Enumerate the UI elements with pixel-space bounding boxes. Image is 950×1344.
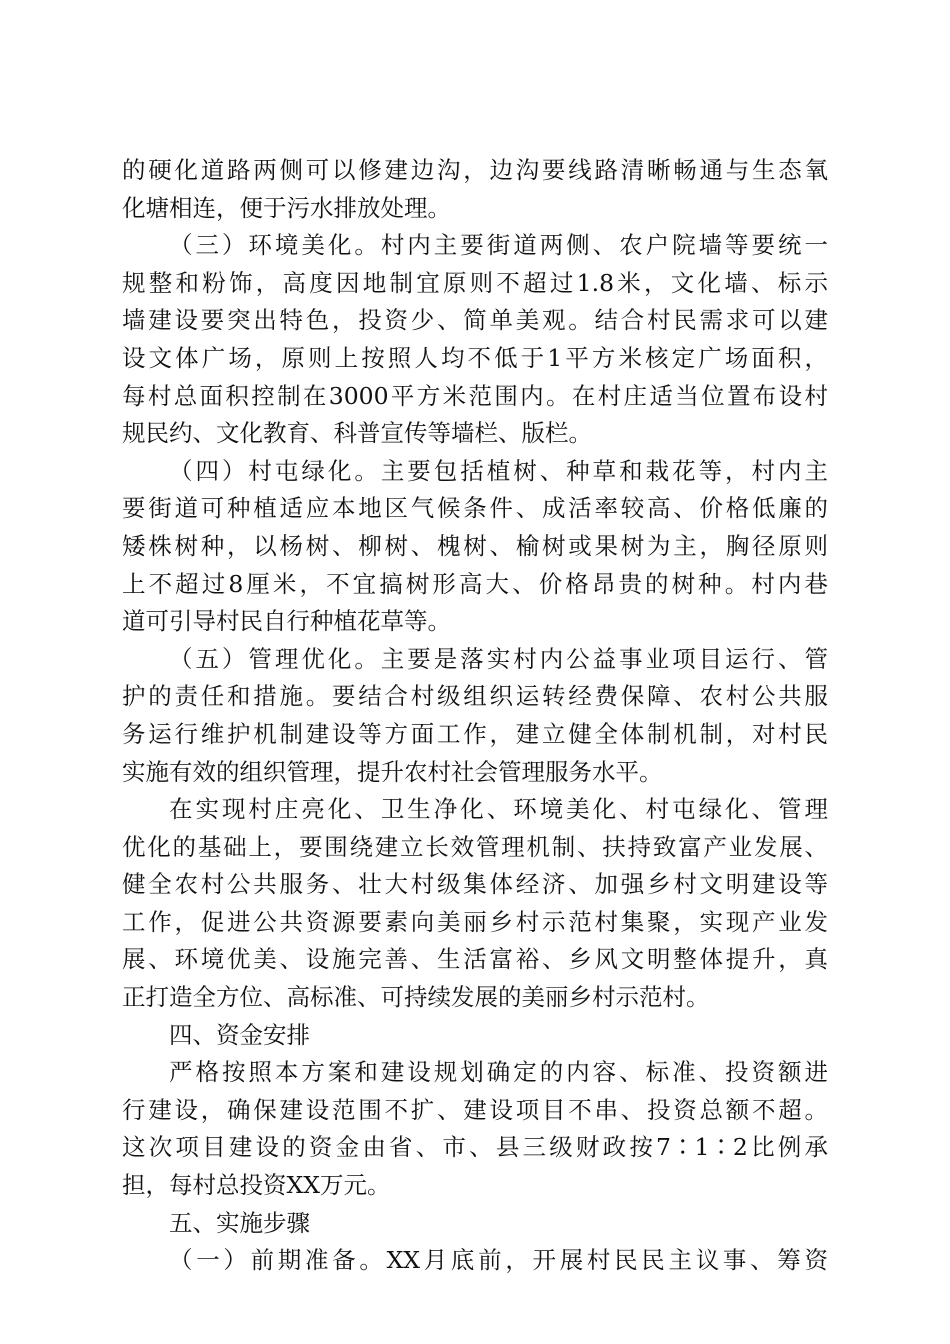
document-page [122, 152, 828, 1280]
section-heading-steps: 五、实施步骤 [169, 1208, 310, 1237]
paragraph-line: 的硬化道路两侧可以修建边沟，边沟要线路清晰畅通与生态氧 [122, 156, 828, 184]
paragraph-line: 道可引导村民自行种植花草等。 [122, 607, 451, 636]
paragraph-line: 这次项目建设的资金由省、市、县三级财政按7∶1∶2比例承 [122, 1133, 828, 1162]
paragraph-line: 行建设，确保建设范围不扩、建设项目不串、投资总额不超。 [122, 1095, 828, 1124]
paragraph-line: （三）环境美化。村内主要街道两侧、农户院墙等要统一 [169, 231, 828, 260]
paragraph-line: 实施有效的组织管理，提升农村社会管理服务水平。 [122, 757, 663, 786]
paragraph-line: （五）管理优化。主要是落实村内公益事业项目运行、管 [169, 644, 828, 673]
paragraph-line: 健全农村公共服务、壮大村级集体经济、加强乡村文明建设等 [122, 870, 828, 899]
paragraph-line: 规民约、文化教育、科普宣传等墙栏、版栏。 [122, 419, 592, 448]
paragraph-line: 担，每村总投资XX万元。 [122, 1171, 391, 1200]
paragraph-line: 上不超过8厘米，不宜搞树形高大、价格昂贵的树种。村内巷 [122, 569, 828, 598]
paragraph-line: （四）村屯绿化。主要包括植树、种草和栽花等，村内主 [169, 456, 828, 485]
paragraph-line: 正打造全方位、高标准、可持续发展的美丽乡村示范村。 [122, 983, 710, 1012]
paragraph-line: （一）前期准备。XX月底前，开展村民民主议事、筹资 [169, 1246, 828, 1275]
paragraph-line: 工作，促进公共资源要素向美丽乡村示范村集聚，实现产业发 [122, 907, 828, 936]
paragraph-line: 在实现村庄亮化、卫生净化、环境美化、村屯绿化、管理 [169, 795, 828, 824]
paragraph-line: 墙建设要突出特色，投资少、简单美观。结合村民需求可以建 [122, 306, 828, 335]
section-heading-funding: 四、资金安排 [169, 1020, 310, 1049]
paragraph-line: 规整和粉饰，高度因地制宜原则不超过1.8米，文化墙、标示 [122, 268, 828, 297]
paragraph-line: 展、环境优美、设施完善、生活富裕、乡风文明整体提升，真 [122, 945, 828, 974]
paragraph-line: 化塘相连，便于污水排放处理。 [122, 193, 451, 222]
paragraph-line: 要街道可种植适应本地区气候条件、成活率较高、价格低廉的 [122, 494, 828, 523]
paragraph-line: 每村总面积控制在3000平方米范围内。在村庄适当位置布设村 [122, 381, 828, 410]
paragraph-line: 严格按照本方案和建设规划确定的内容、标准、投资额进 [169, 1058, 828, 1087]
paragraph-line: 务运行维护机制建设等方面工作，建立健全体制机制，对村民 [122, 719, 828, 748]
paragraph-line: 矮株树种，以杨树、柳树、槐树、榆树或果树为主，胸径原则 [122, 531, 828, 560]
paragraph-line: 优化的基础上，要围绕建立长效管理机制、扶持致富产业发展、 [122, 832, 828, 861]
paragraph-line: 护的责任和措施。要结合村级组织运转经费保障、农村公共服 [122, 682, 828, 711]
paragraph-line: 设文体广场，原则上按照人均不低于1平方米核定广场面积， [122, 343, 828, 372]
